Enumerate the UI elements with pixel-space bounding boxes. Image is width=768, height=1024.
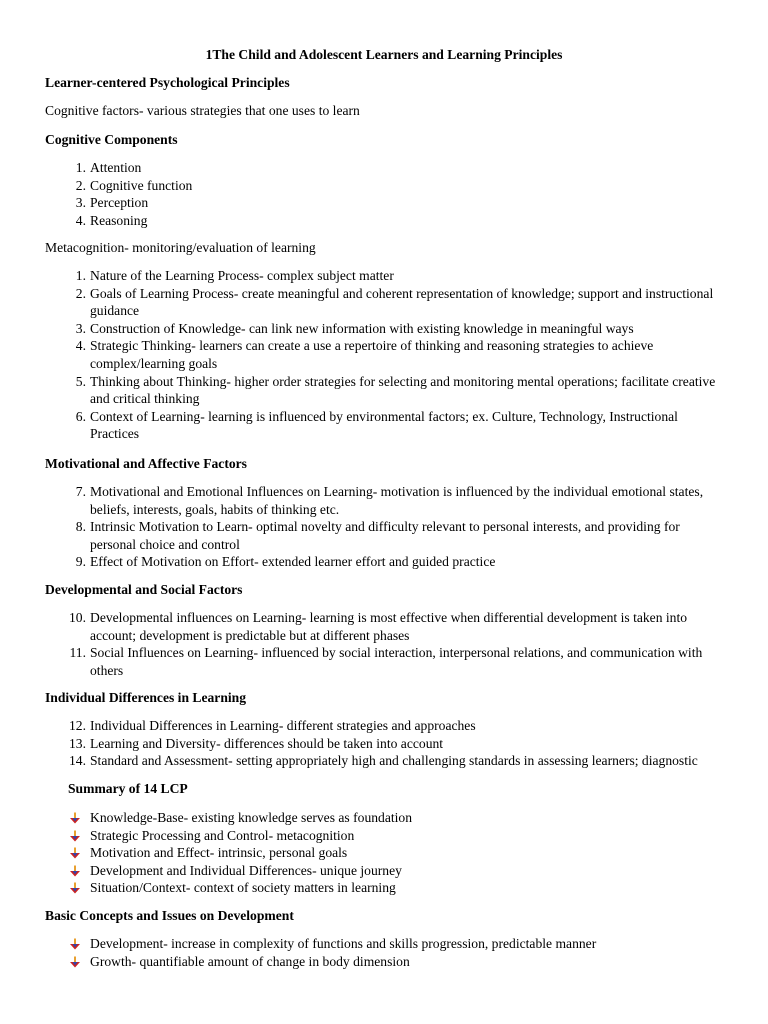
list-number: 3. <box>75 195 86 211</box>
list-number: 14. <box>69 753 86 769</box>
list-item <box>45 267 735 285</box>
list-item-text: Strategic Processing and Control- metacognition <box>90 827 355 843</box>
list-item <box>45 194 735 212</box>
list-item-text: Growth- quantifiable amount of change in body dimension <box>90 953 410 969</box>
arrow-bullet-icon <box>69 847 81 859</box>
basic-concepts-list <box>45 935 735 970</box>
list-item-text: Attention <box>90 160 142 175</box>
list-number: 2. <box>75 285 86 301</box>
list-number: 4. <box>75 338 86 354</box>
list-item-text: Social Influences on Learning- influenced by social interaction, interpersonal relations, and communication with others <box>90 645 703 678</box>
list-item-text: Motivational and Emotional Influences on Learning- motivation is influenced by the individual emotional states, beliefs, interests, goals, habits of thinking etc. <box>90 484 704 517</box>
heading-summary: Summary of 14 LCP <box>68 781 188 796</box>
list-number: 9. <box>75 554 86 570</box>
list-item <box>45 483 735 518</box>
motivational-list <box>45 483 735 571</box>
list-number: 11. <box>69 645 86 661</box>
list-item <box>45 373 735 408</box>
list-item <box>45 518 735 553</box>
list-item-text: Perception <box>90 195 149 211</box>
list-item <box>45 285 735 320</box>
heading-lcp: Learner-centered Psychological Principles <box>45 75 290 90</box>
individual-differences-list <box>45 717 735 770</box>
list-item-text: Knowledge-Base- existing knowledge serves as foundation <box>90 810 413 825</box>
list-item-text: Reasoning <box>90 212 148 228</box>
list-item <box>45 408 735 443</box>
list-item <box>45 212 735 230</box>
list-number: 8. <box>75 519 86 535</box>
list-item-text: Situation/Context- context of society matters in learning <box>90 880 396 896</box>
list-number: 4. <box>75 212 86 228</box>
list-item <box>45 320 735 338</box>
heading-developmental: Developmental and Social Factors <box>45 582 243 597</box>
list-number: 1. <box>75 160 86 175</box>
heading-cognitive-components: Cognitive Components <box>45 132 178 147</box>
list-item-text: Nature of the Learning Process- complex subject matter <box>90 268 394 283</box>
list-number: 13. <box>69 735 86 751</box>
list-item <box>45 935 735 953</box>
list-item <box>45 717 735 735</box>
list-item <box>45 862 735 880</box>
list-item-text: Developmental influences on Learning- learning is most effective when differential development is taken into account; development is predictable but at different phases <box>90 610 688 643</box>
arrow-bullet-icon <box>69 865 81 877</box>
list-item <box>45 844 735 862</box>
heading-individual-differences: Individual Differences in Learning <box>45 690 247 705</box>
list-item <box>45 159 735 177</box>
list-item <box>45 827 735 845</box>
list-number: 6. <box>75 408 86 424</box>
list-item-text: Context of Learning- learning is influenced by environmental factors; ex. Culture, Technology, Instructional Practices <box>90 408 678 442</box>
metacognition-list <box>45 267 735 443</box>
list-item <box>45 752 735 770</box>
list-number: 12. <box>69 718 86 733</box>
list-item-text: Intrinsic Motivation to Learn- optimal novelty and difficulty relevant to personal interests, and providing for personal choice and control <box>90 519 680 552</box>
list-number: 3. <box>75 320 86 336</box>
arrow-bullet-icon <box>69 956 81 968</box>
list-item-text: Cognitive function <box>90 177 193 193</box>
page-title: 1The Child and Adolescent Learners and Learning Principles <box>205 47 563 62</box>
developmental-list <box>45 609 735 679</box>
arrow-bullet-icon <box>69 812 81 824</box>
metacognition-intro: Metacognition- monitoring/evaluation of learning <box>45 240 316 255</box>
list-number: 1. <box>75 268 86 283</box>
list-item <box>45 609 735 644</box>
list-item-text: Individual Differences in Learning- different strategies and approaches <box>90 718 476 733</box>
list-item-text: Development- increase in complexity of functions and skills progression, predictable manner <box>90 936 597 951</box>
arrow-bullet-icon <box>69 938 81 950</box>
list-item <box>45 879 735 897</box>
list-item <box>45 177 735 195</box>
list-item-text: Development and Individual Differences- unique journey <box>90 862 402 878</box>
list-item-text: Strategic Thinking- learners can create a use a repertoire of thinking and reasoning strategies to achieve complex/learning goals <box>90 338 654 371</box>
arrow-bullet-icon <box>69 830 81 842</box>
cognitive-components-list <box>45 159 735 229</box>
arrow-bullet-icon <box>69 882 81 894</box>
summary-list <box>45 809 735 897</box>
list-item-text: Effect of Motivation on Effort- extended learner effort and guided practice <box>90 554 496 570</box>
list-item <box>45 735 735 753</box>
list-number: 10. <box>69 610 86 625</box>
list-item <box>45 644 735 679</box>
list-item <box>45 953 735 971</box>
list-item-text: Goals of Learning Process- create meaningful and coherent representation of knowledge; support and instructional guidance <box>90 285 714 319</box>
list-item-text: Motivation and Effect- intrinsic, personal goals <box>90 845 348 861</box>
list-item <box>45 553 735 571</box>
heading-basic-concepts: Basic Concepts and Issues on Development <box>45 908 294 923</box>
list-item <box>45 809 735 827</box>
list-item <box>45 337 735 372</box>
list-item-text: Thinking about Thinking- higher order strategies for selecting and monitoring mental operations; facilitate creative and critical thinking <box>90 373 716 407</box>
list-item-text: Learning and Diversity- differences should be taken into account <box>90 735 444 751</box>
list-number: 2. <box>75 177 86 193</box>
list-number: 7. <box>75 484 86 499</box>
list-item-text: Standard and Assessment- setting appropriately high and challenging standards in assessing learners; diagnostic <box>90 753 698 769</box>
list-item-text: Construction of Knowledge- can link new information with existing knowledge in meaningful ways <box>90 320 634 336</box>
heading-motivational: Motivational and Affective Factors <box>45 456 247 471</box>
list-number: 5. <box>75 373 86 389</box>
cognitive-factors-text: Cognitive factors- various strategies that one uses to learn <box>45 103 360 118</box>
